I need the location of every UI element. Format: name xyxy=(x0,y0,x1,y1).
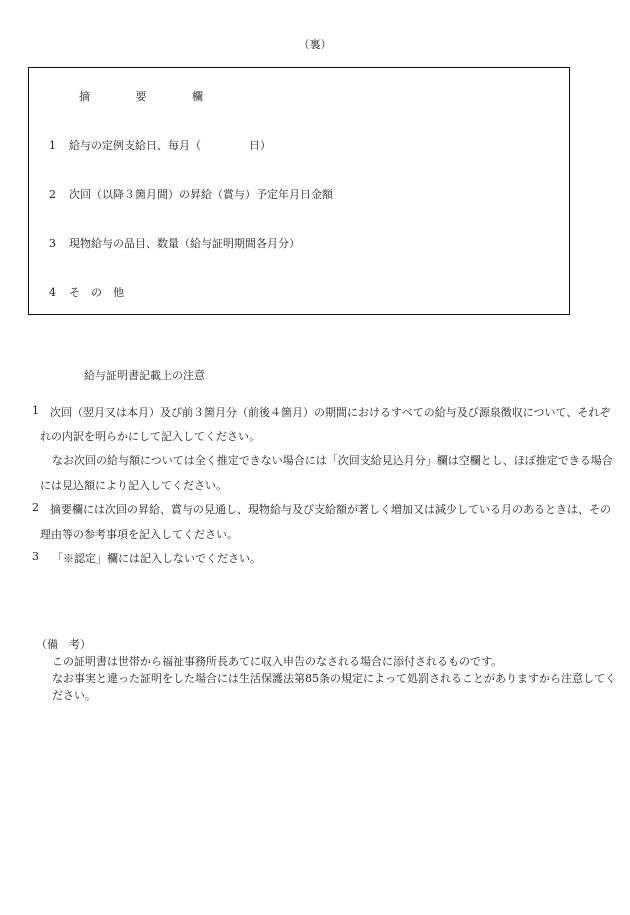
item-label: 次回（以降３箇月間）の昇給（賞与）予定年月日金額 xyxy=(69,188,333,201)
note-1-line-3: なお次回の給与額については全く推定できない場合には「次回支給見込月分」欄は空欄とし、ほぼ推定できる場合 xyxy=(52,454,613,467)
item-label: 給与の定例支給日、毎月（ xyxy=(69,139,201,152)
note-1-line-1: 次回（翌月又は本月）及び前３箇月分（前後４箇月）の期間におけるすべての給与及び源泉徴収について、それぞ xyxy=(50,406,611,419)
note-2-number: 2 xyxy=(32,501,39,514)
note-1-line-4: には見込額により記入してください。 xyxy=(40,479,227,492)
note-3-line-1: 「※認定」欄には記入しないでください。 xyxy=(52,552,261,565)
item-label: そ の 他 xyxy=(69,286,124,299)
note-1-number: 1 xyxy=(32,404,39,417)
summary-item-payday xyxy=(49,137,271,153)
note-2-line-1: 摘要欄には次回の昇給、賞与の見通し、現物給与及び支給額が著しく増加又は減少している月のあるときは、その xyxy=(50,503,611,516)
summary-title-char: 要 xyxy=(135,90,147,103)
note-1-line-2: れの内訳を明らかにして記入してください。 xyxy=(40,430,260,443)
item-number: 1 xyxy=(49,139,56,152)
notes-heading: 給与証明書記載上の注意 xyxy=(84,369,205,382)
summary-box-title xyxy=(79,88,203,104)
summary-title-char: 摘 xyxy=(79,90,90,103)
item-label-suffix: 日） xyxy=(249,139,271,152)
remarks-line-2: なお事実と違った証明をした場合には生活保護法第85条の規定によって処罰されることがありますから注意してく xyxy=(52,672,616,685)
note-3-number: 3 xyxy=(32,550,39,563)
remarks-line-1: この証明書は世帯から福祉事務所長あてに収入申告のなされる場合に添付されるものです。 xyxy=(52,655,503,668)
summary-item-next-raise xyxy=(49,186,333,202)
summary-box xyxy=(28,67,570,315)
summary-item-in-kind-pay xyxy=(49,235,300,251)
remarks-heading: （備 考） xyxy=(36,638,91,651)
page-side-label: （裏） xyxy=(298,38,332,51)
item-label: 現物給与の品目、数量（給与証明期間各月分） xyxy=(69,237,300,250)
remarks-line-3: ださい。 xyxy=(52,689,96,702)
item-number: 3 xyxy=(49,237,56,250)
summary-title-char: 欄 xyxy=(192,90,203,103)
summary-item-other xyxy=(49,284,124,300)
note-2-line-2: 理由等の参考事項を記入してください。 xyxy=(40,528,238,541)
item-number: 4 xyxy=(49,286,56,299)
item-number: 2 xyxy=(49,188,56,201)
